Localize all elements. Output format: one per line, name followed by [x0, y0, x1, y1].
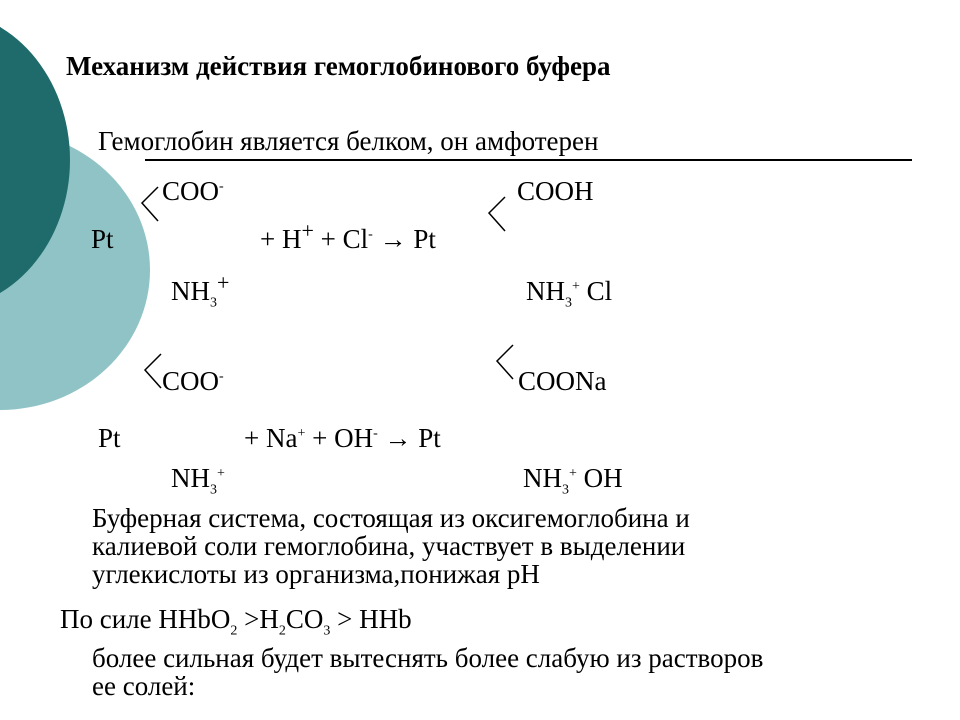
- bracket-left-2: [143, 352, 163, 392]
- paragraph-1: [92, 504, 690, 588]
- r1-right-top: COOH: [517, 176, 594, 206]
- arrow-icon: →: [384, 423, 412, 453]
- r1-right-bottom: $NH_3^+$ Cl: [526, 276, 613, 311]
- slide-title: Механизм действия гемоглобинового буфера: [66, 51, 611, 81]
- paragraph-1-line: углекислоты из организма,понижая pH: [92, 559, 540, 589]
- r2-right-bottom: $NH_3^+$ OH: [523, 463, 623, 498]
- r2-left-top: COO-: [162, 366, 224, 396]
- subtitle: Гемоглобин является белком, он амфотерен: [98, 126, 599, 156]
- bracket-left-1: [140, 185, 160, 225]
- bracket-right-2: [495, 343, 515, 383]
- r1-left-bottom: $NH_3^+$: [171, 270, 230, 311]
- arrow-icon: →: [379, 224, 407, 254]
- r1-left-pt: Pt: [91, 224, 114, 254]
- bracket-right-1: [487, 195, 507, 235]
- paragraph-1-line: Буферная система, состоящая из оксигемоглобина и: [92, 503, 690, 533]
- r2-left-bottom: $NH_3^+$: [171, 463, 225, 498]
- r2-right-top: COONa: [518, 366, 607, 396]
- r2-reagents: + Na+ + OH- → Pt: [244, 423, 441, 453]
- r2-left-pt: Pt: [98, 423, 121, 453]
- r1-reagents: + H+ + Cl- → Pt: [260, 218, 436, 254]
- paragraph-2-line: ее солей:: [92, 671, 196, 701]
- subtitle-underline: [145, 159, 912, 161]
- paragraph-2-line: более сильная будет вытеснять более слабую из растворов: [92, 643, 764, 673]
- strength-line: По силе HHbO$_2$ $>H_2CO_3$ > HHb: [60, 604, 412, 639]
- paragraph-1-line: калиевой соли гемоглобина, участвует в выделении: [92, 531, 686, 561]
- r1-left-top: COO-: [162, 176, 224, 206]
- paragraph-2: [92, 644, 763, 700]
